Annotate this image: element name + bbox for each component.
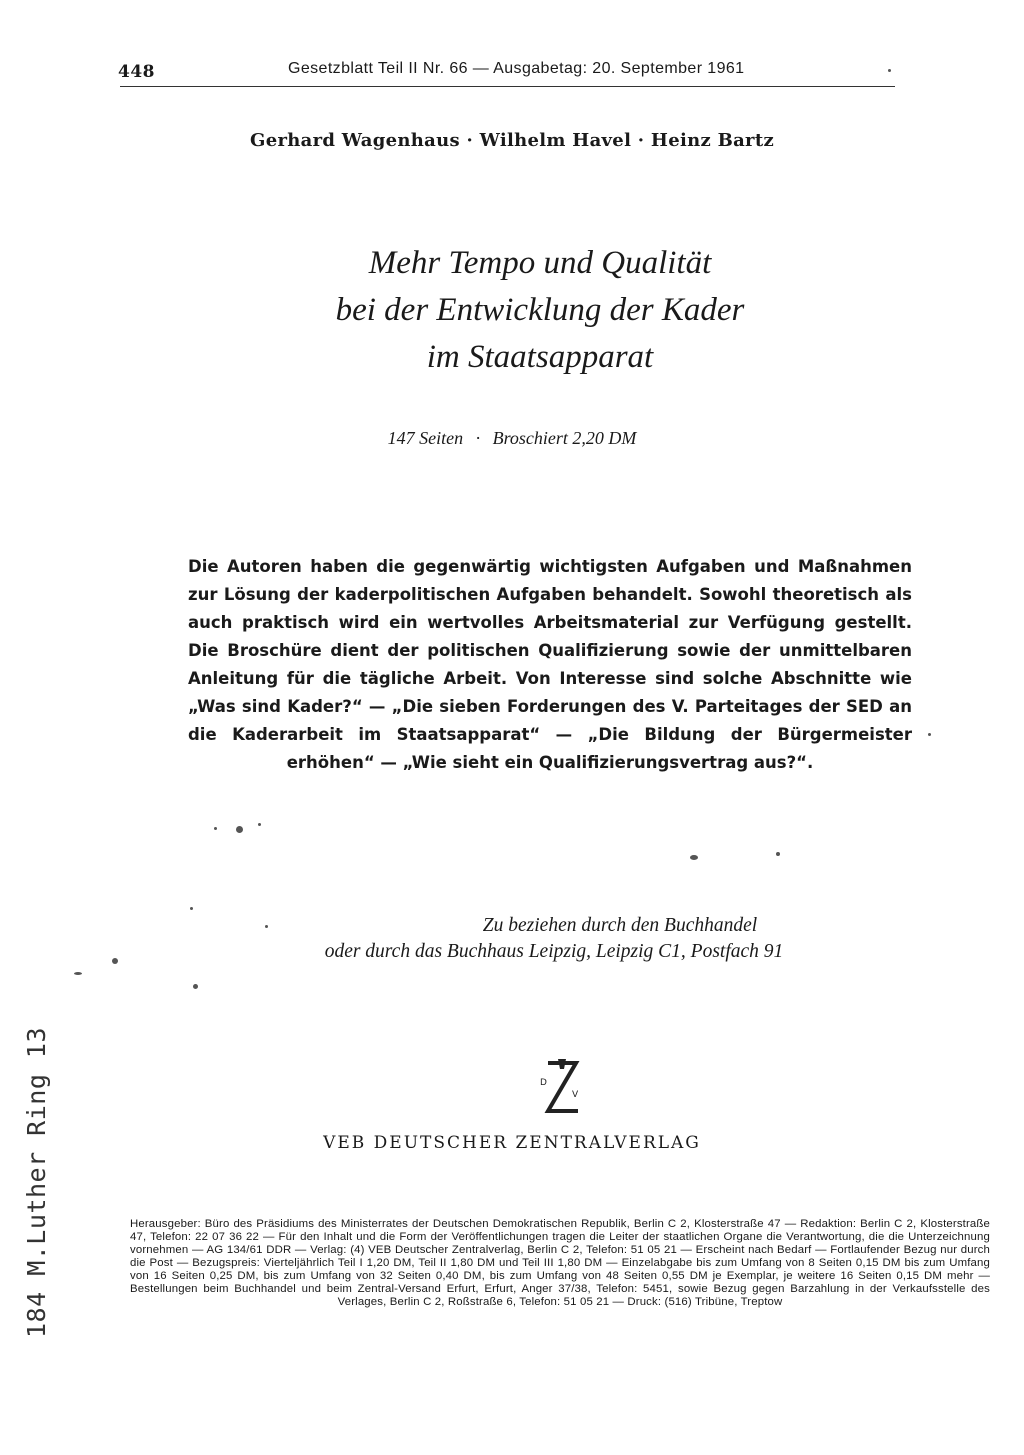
scan-speck <box>776 852 780 856</box>
svg-text:D: D <box>540 1078 547 1088</box>
order-line: Zu beziehen durch den Buchhandel <box>482 915 758 936</box>
book-description: Die Autoren haben die gegenwärtig wichtigsten Aufgaben und Maßnahmen zur Lösung der kaderpolitischen Aufgaben behandelt. Sowohl theoretisch als auch praktisch wird ein wertvolles Arbeitsmaterial zur Verfügung gestellt. Die Broschüre dient der politischen Qualifizierung sowie der unmittelbaren Anleitung für die tägliche Arbeit. Von Interesse sind solche Abschnitte wie „Was sind Kader?“ — „Die sieben Forderungen des V. Parteitages der SED an die Kaderarbeit im Staatsapparat“ — „Die Bildung der Bürgermeister erhöhen“ — „Wie sieht ein Qualifizierungsvertrag aus?“. <box>188 557 912 772</box>
page-number: 448 <box>118 62 155 82</box>
price: Broschiert 2,20 DM <box>492 428 637 448</box>
book-title <box>200 240 880 381</box>
scan-speck <box>258 823 261 826</box>
publisher-logo-icon <box>538 1055 584 1121</box>
book-title-line: bei der Entwicklung der Kader <box>335 292 745 328</box>
imprint: Herausgeber: Büro des Präsidiums des Ministerrates der Deutschen Demokratischen Republik, Berlin C 2, Klosterstraße 47 — Redaktion: Berlin C 2, Klosterstraße 47, Telefon: 22 07 36 22 — Für den Inhalt und die Form der Veröffentlichungen tragen die Leiter der staatlichen Organe die Verantwortung, die die Unterzeichnung vornehmen — AG 134/61 DDR — Verlag: (4) VEB Deutscher Zentralverlag, Berlin C 2, Telefon: 51 05 21 — Erscheint nach Bedarf — Fortlaufender Bezug nur durch die Post — Bezugspreis: Vierteljährlich Teil I 1,20 DM, Teil II 1,80 DM und Teil III 1,80 DM — Einzelabgabe bis zum Umfang von 8 Seiten 0,15 DM bis zum Umfang von 16 Seiten 0,25 DM, bis zum Umfang von 32 Seiten 0,40 DM, bis zum Umfang von 48 Seiten 0,55 DM je Exemplar, je weitere 16 Seiten 0,15 DM mehr — Bestellungen beim Buchhandel und beim Zentral-Versand Erfurt, Erfurt, Anger 37/38, Telefon: 5451, sowie Bezug gegen Barzahlung in der Verkaufsstelle des Verlages, Berlin C 2, Roßstraße 6, Telefon: 51 05 21 — Druck: (516) Tribüne, Treptow <box>130 1218 990 1308</box>
scan-speck <box>236 826 243 833</box>
archive-stamp: 184 M.Luther Ring 13 <box>22 1026 51 1338</box>
separator-dot: · <box>475 428 481 448</box>
publisher-name: VEB DEUTSCHER ZENTRALVERLAG <box>323 1133 701 1153</box>
page-count: 147 Seiten <box>387 428 464 448</box>
scan-speck <box>690 855 698 860</box>
header-rule <box>120 86 895 87</box>
scan-speck <box>888 69 891 72</box>
book-title-line: im Staatsapparat <box>426 339 654 375</box>
scan-speck <box>112 958 118 964</box>
scan-speck <box>265 925 268 928</box>
book-title-line: Mehr Tempo und Qualität <box>368 245 712 281</box>
authors: Gerhard Wagenhaus · Wilhelm Havel · Heinz Bartz <box>250 130 774 151</box>
scan-speck <box>190 907 193 910</box>
svg-text:V: V <box>572 1090 579 1100</box>
order-info <box>200 913 900 965</box>
scan-speck <box>928 733 931 736</box>
scan-speck <box>193 984 198 989</box>
running-header: Gesetzblatt Teil II Nr. 66 — Ausgabetag: 20. September 1961 <box>288 60 745 77</box>
book-details <box>0 428 1024 449</box>
scan-speck <box>74 972 82 975</box>
scan-speck <box>214 827 217 830</box>
order-line: oder durch das Buchhaus Leipzig, Leipzig C1, Postfach 91 <box>324 941 784 962</box>
